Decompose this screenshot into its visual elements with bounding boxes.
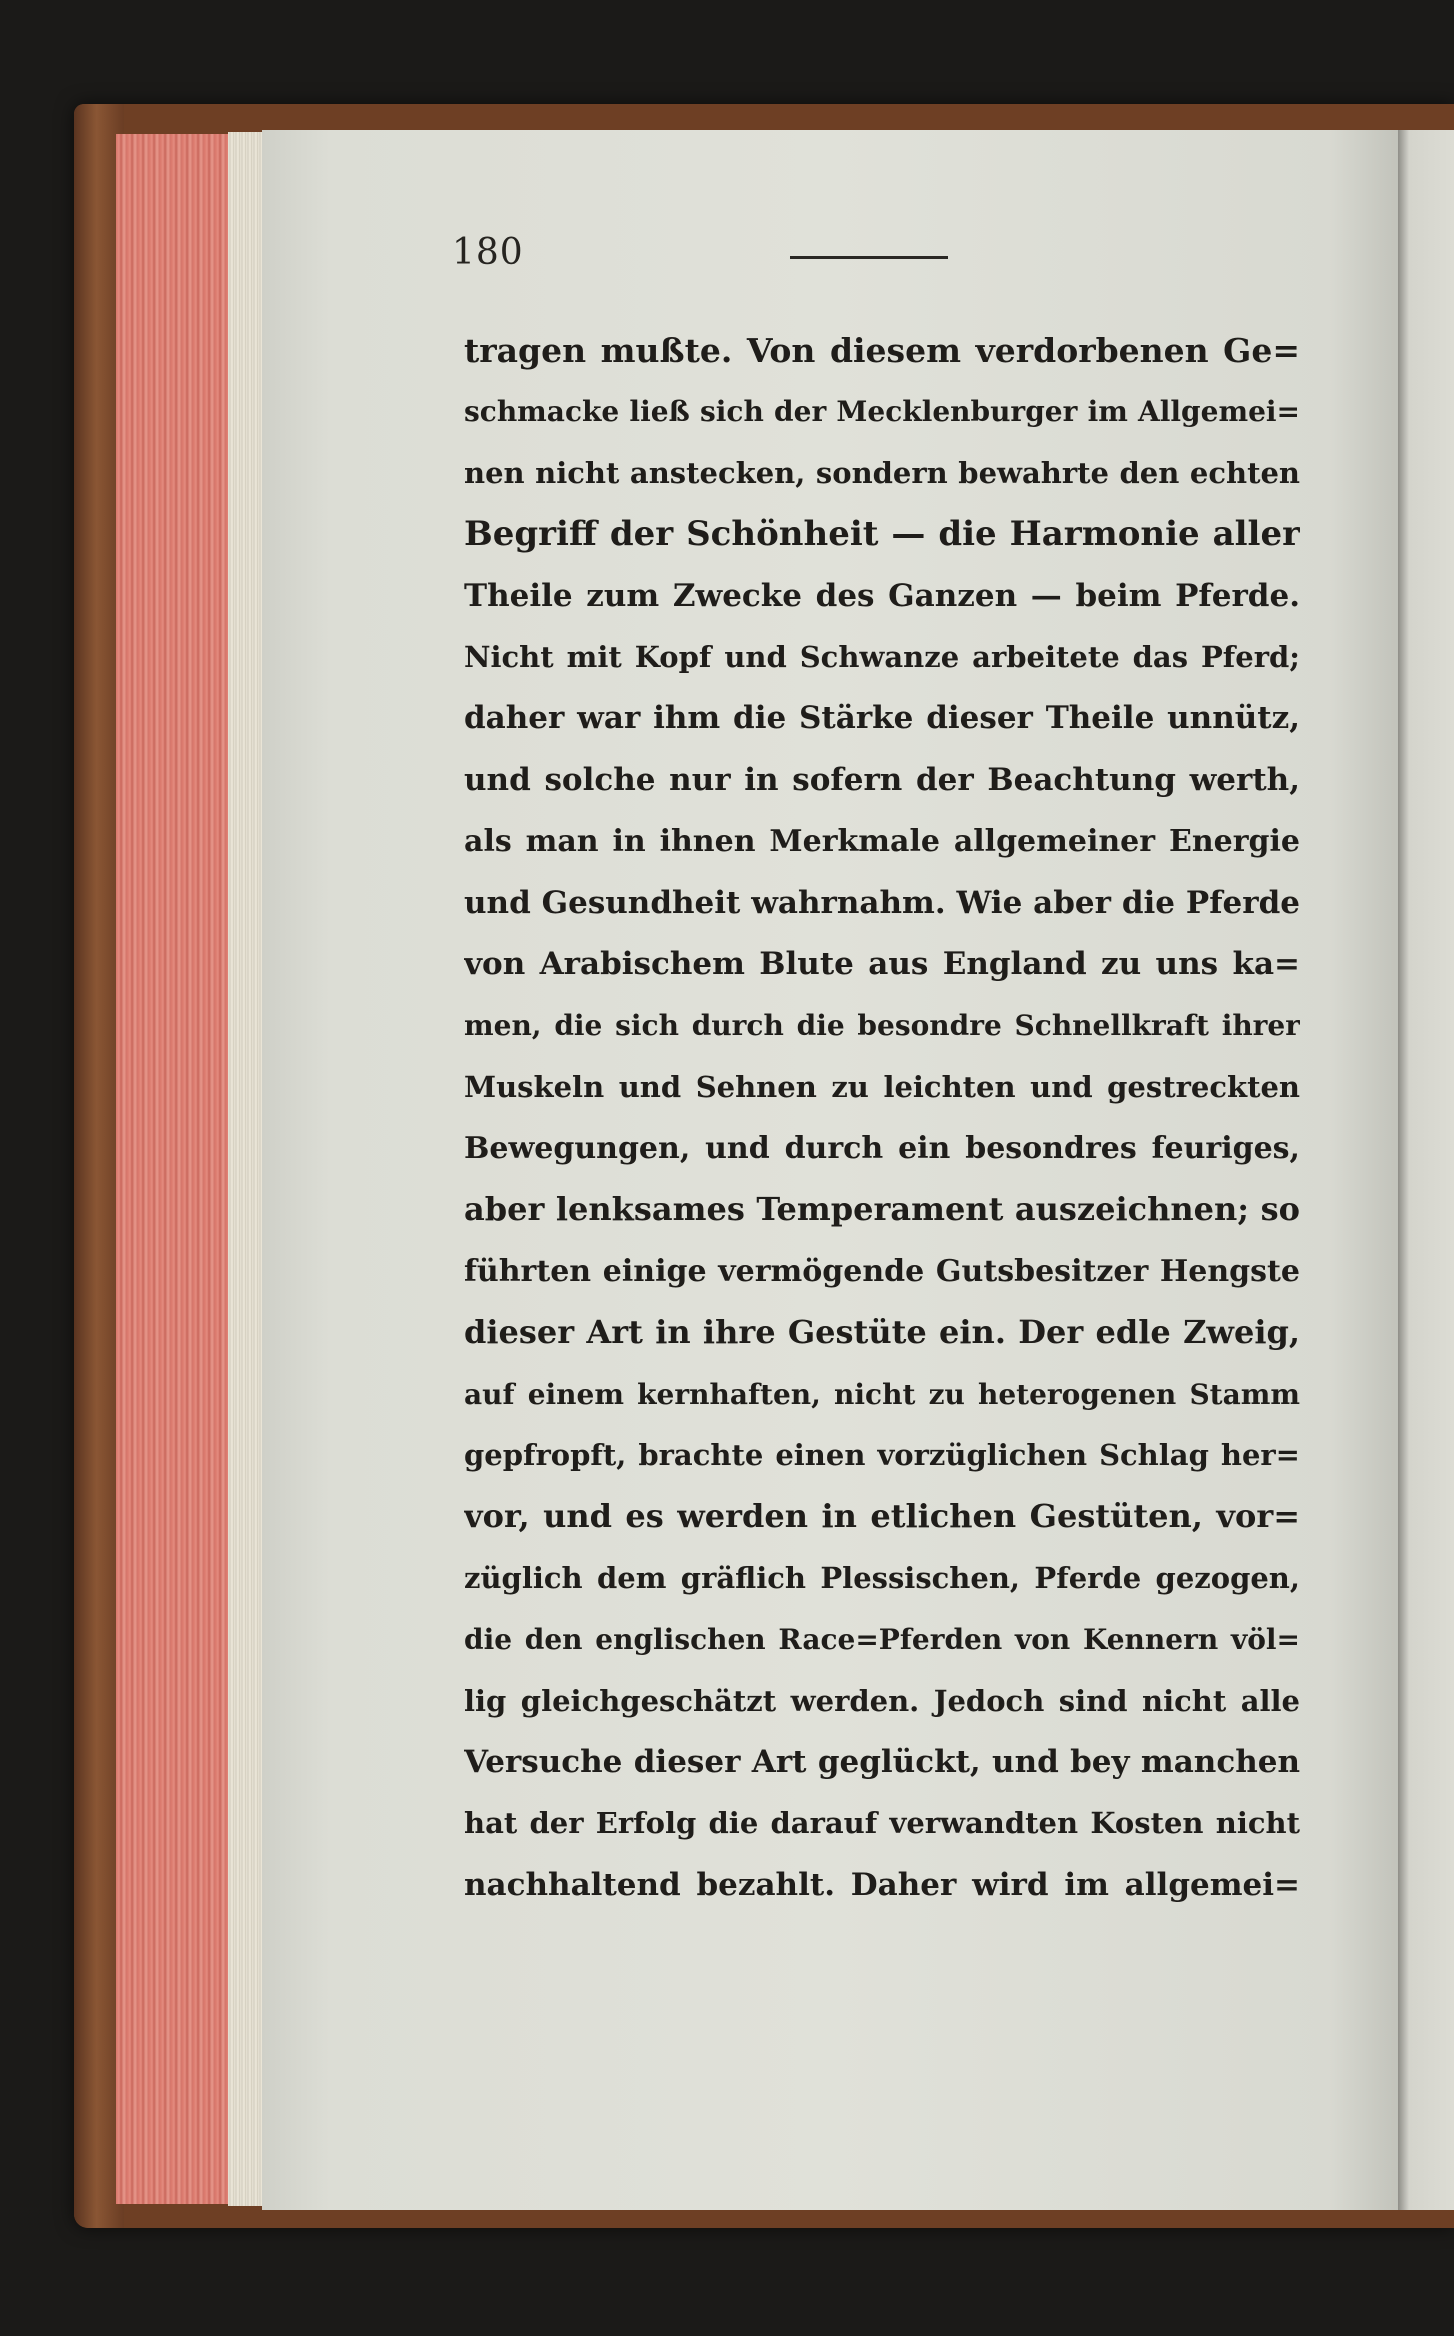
text-line: daher war ihm die Stärke dieser Theile unnütz, [464, 700, 1300, 737]
facing-page-edge [1398, 130, 1454, 2210]
text-line: dieser Art in ihre Gestüte ein. Der edle Zweig, [464, 1313, 1300, 1352]
text-line: führten einige vermögende Gutsbesitzer Hengste [464, 1253, 1300, 1289]
text-line: Begriff der Schönheit — die Harmonie aller [464, 514, 1300, 555]
text-line: men, die sich durch die besondre Schnellkraft ihrer [464, 1009, 1300, 1043]
text-line: vor, und es werden in etlichen Gestüten, vor= [464, 1497, 1300, 1536]
text-line: Nicht mit Kopf und Schwanze arbeitete das Pferd; [464, 639, 1300, 674]
text-line: schmacke ließ sich der Mecklenburger im Allgemei= [464, 395, 1300, 429]
text-line: und Gesundheit wahrnahm. Wie aber die Pferde [464, 884, 1300, 921]
text-line: auf einem kernhaften, nicht zu heterogenen Stamm [464, 1377, 1300, 1411]
text-line: Bewegungen, und durch ein besondres feuriges, [464, 1131, 1300, 1167]
body-text [464, 320, 1300, 1916]
text-line: Muskeln und Sehnen zu leichten und gestreckten [464, 1069, 1300, 1104]
text-line: als man in ihnen Merkmale allgemeiner Energie [464, 824, 1300, 860]
text-line: Versuche dieser Art geglückt, und bey manchen [464, 1743, 1300, 1780]
text-line: von Arabischem Blute aus England zu uns ka= [464, 945, 1300, 982]
page-edges-white [228, 132, 264, 2206]
page-number: 180 [452, 232, 524, 273]
text-line: tragen mußte. Von diesem verdorbenen Ge= [464, 331, 1300, 370]
text-line: und solche nur in sofern der Beachtung werth, [464, 761, 1300, 798]
text-line: lig gleichgeschätzt werden. Jedoch sind nicht alle [464, 1683, 1300, 1718]
text-line: nen nicht anstecken, sondern bewahrte den echten [464, 455, 1300, 490]
text-line: Theile zum Zwecke des Ganzen — beim Pferde. [464, 577, 1300, 614]
header-rule [790, 256, 948, 259]
text-line: nachhaltend bezahlt. Daher wird im allgemei= [464, 1866, 1300, 1903]
text-line: gepfropft, brachte einen vorzüglichen Schlag her= [464, 1438, 1300, 1473]
text-line: aber lenksames Temperament auszeichnen; so [464, 1190, 1300, 1229]
text-line: die den englischen Race=Pferden von Kennern völ= [464, 1623, 1300, 1657]
text-line: hat der Erfolg die darauf verwandten Kosten nicht [464, 1806, 1300, 1841]
text-line: züglich dem gräflich Plessischen, Pferde gezogen, [464, 1560, 1300, 1595]
